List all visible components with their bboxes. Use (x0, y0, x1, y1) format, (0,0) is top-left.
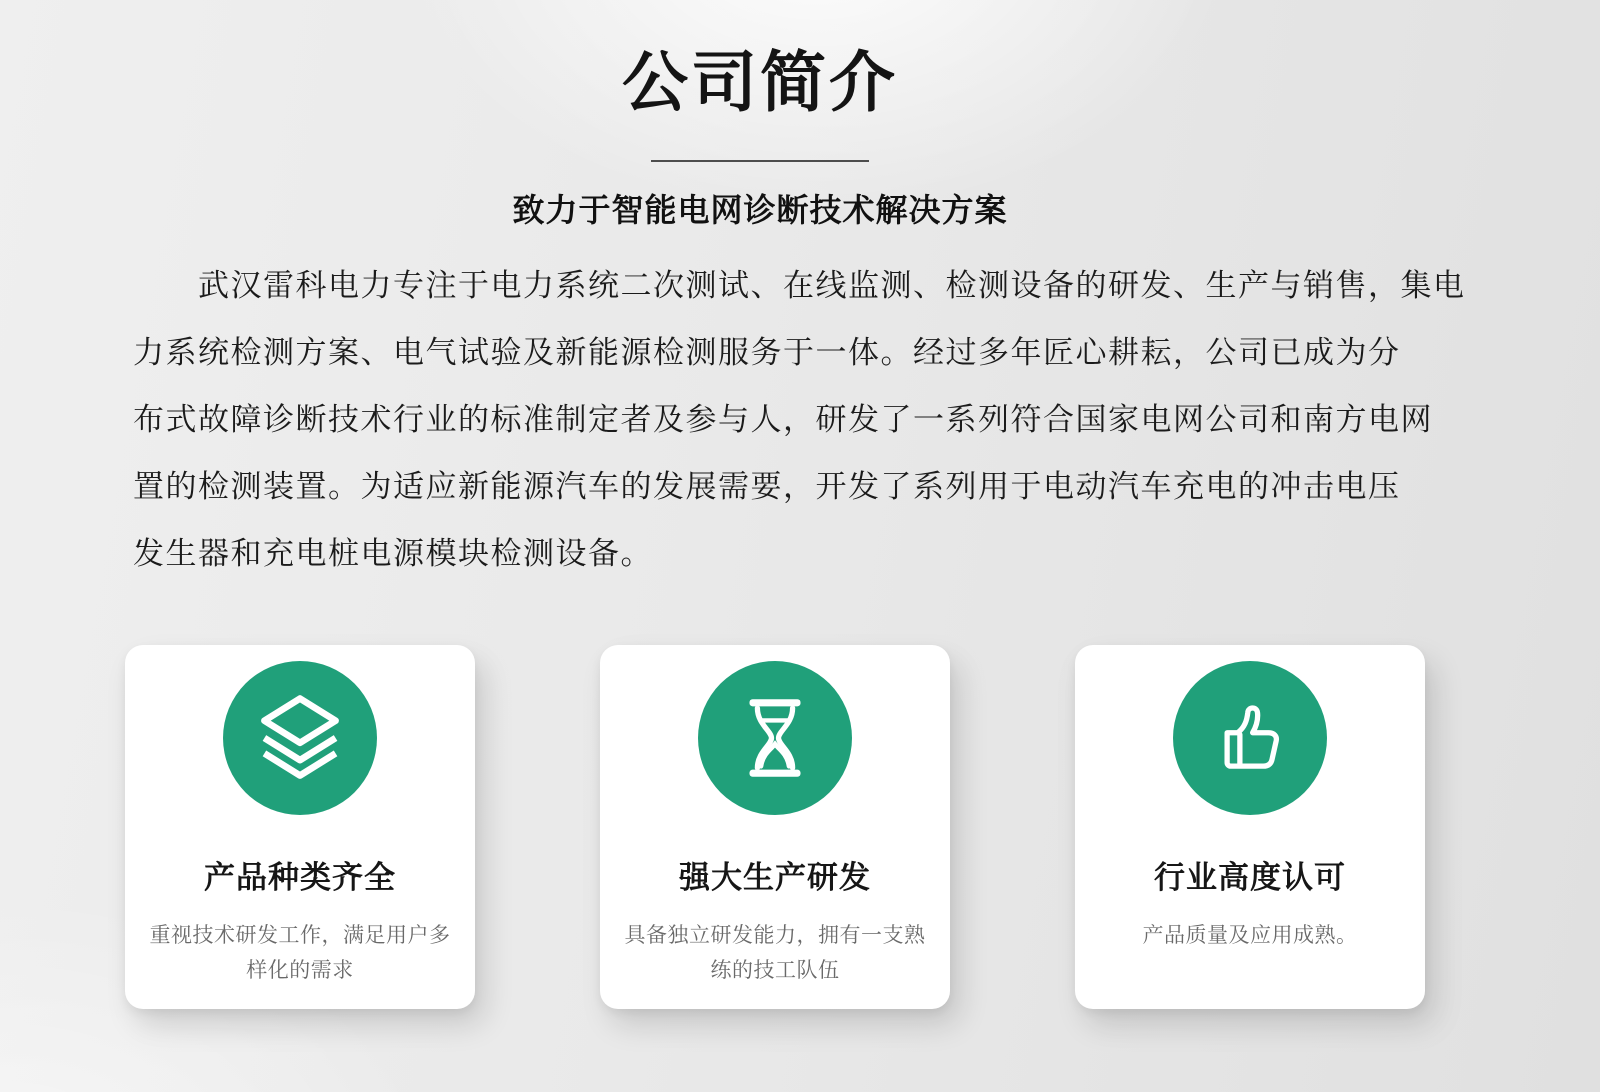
card-description: 产品质量及应用成熟。 (1142, 923, 1358, 947)
card-title: 行业高度认可 (1154, 859, 1346, 895)
intro-paragraph (133, 252, 1466, 587)
icon-circle (223, 661, 377, 815)
layers-icon (250, 691, 350, 785)
hourglass-icon (731, 693, 819, 783)
page-subtitle: 致力于智能电网诊断技术解决方案 (512, 191, 1008, 228)
feature-card-recognition (1075, 645, 1425, 1009)
icon-circle (1173, 661, 1327, 815)
feature-card-products (125, 645, 475, 1009)
card-description: 具备独立研发能力，拥有一支熟练的技工队伍 (624, 923, 926, 982)
company-intro-header (150, 0, 1370, 231)
title-divider (651, 160, 869, 162)
intro-line: 布式故障诊断技术行业的标准制定者及参与人，研发了一系列符合国家电网公司和南方电网 (133, 401, 1433, 437)
card-title: 强大生产研发 (679, 859, 871, 895)
feature-card-production (600, 645, 950, 1009)
feature-cards (125, 645, 1600, 1009)
thumbs-up-icon (1206, 694, 1294, 782)
card-description: 重视技术研发工作，满足用户多样化的需求 (149, 923, 451, 982)
icon-circle (698, 661, 852, 815)
intro-line: 力系统检测方案、电气试验及新能源检测服务于一体。经过多年匠心耕耘，公司已成为分 (133, 334, 1401, 370)
intro-line: 置的检测装置。为适应新能源汽车的发展需要，开发了系列用于电动汽车充电的冲击电压 (133, 468, 1401, 504)
intro-line: 发生器和充电桩电源模块检测设备。 (133, 535, 653, 571)
card-title: 产品种类齐全 (204, 859, 396, 895)
intro-line: 武汉雷科电力专注于电力系统二次测试、在线监测、检测设备的研发、生产与销售，集电 (198, 267, 1466, 303)
page-title: 公司简介 (622, 45, 898, 119)
